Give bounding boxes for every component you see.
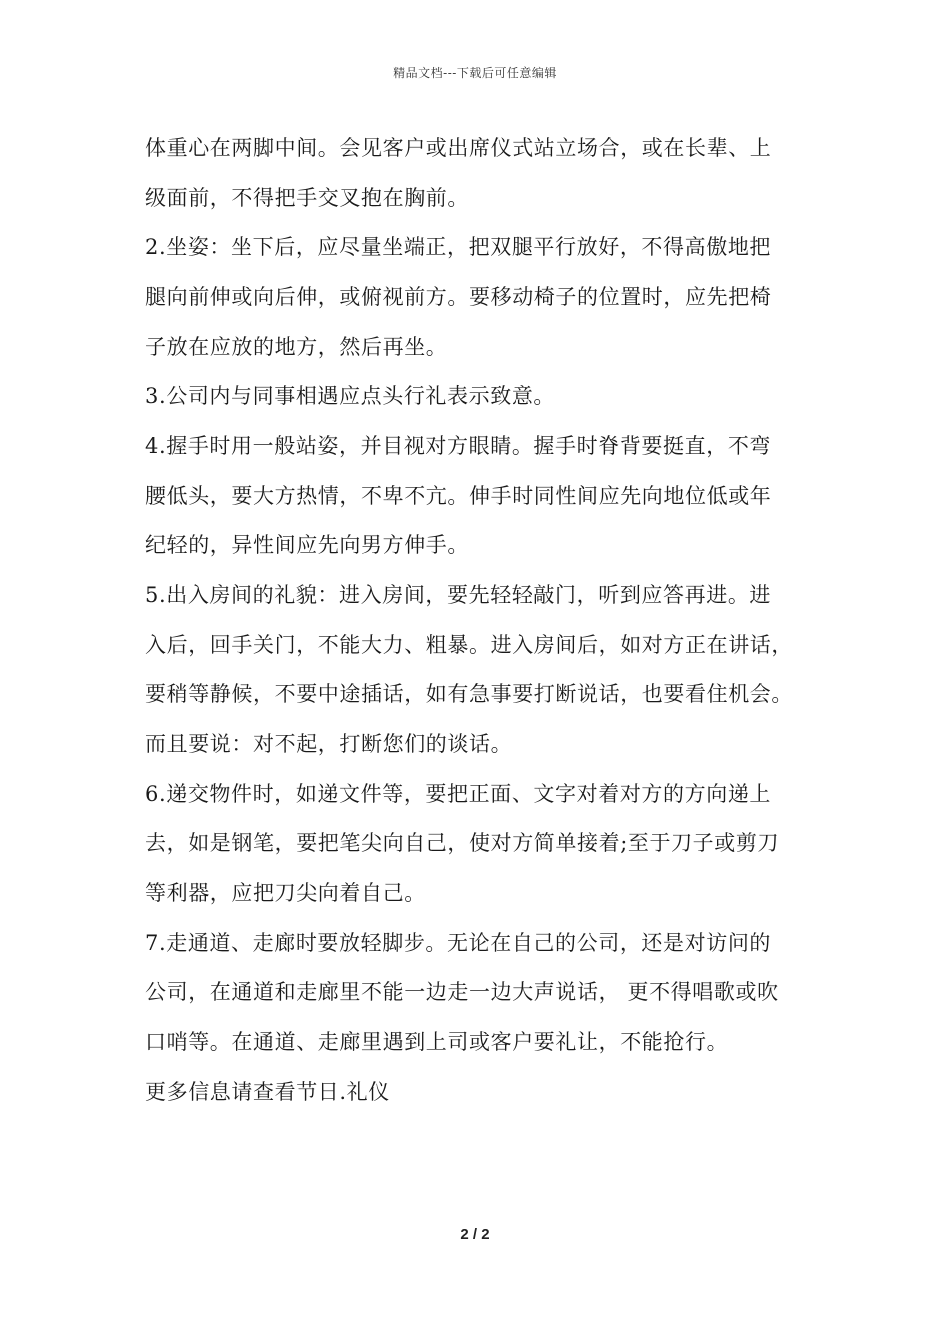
page-number: 2 / 2 — [460, 1226, 490, 1243]
body-text-line: 入后，回手关门，不能大力、粗暴。进入房间后，如对方正在讲话， — [145, 633, 793, 657]
body-text-line: 级面前，不得把手交叉抱在胸前。 — [145, 186, 469, 210]
body-text-line: 2.坐姿：坐下后，应尽量坐端正，把双腿平行放好，不得高傲地把 — [145, 235, 772, 259]
body-text-line: 5.出入房间的礼貌：进入房间，要先轻轻敲门，听到应答再进。进 — [145, 583, 772, 607]
body-text-line: 公司，在通道和走廊里不能一边走一边大声说话， 更不得唱歌或吹 — [145, 980, 779, 1004]
body-text-line: 而且要说：对不起，打断您们的谈话。 — [145, 732, 513, 756]
body-text-line: 等利器，应把刀尖向着自己。 — [145, 881, 426, 905]
body-text-line: 体重心在两脚中间。会见客户或出席仪式站立场合，或在长辈、上 — [145, 136, 772, 160]
body-text-line: 纪轻的，异性间应先向男方伸手。 — [145, 533, 469, 557]
body-text-line: 要稍等静候，不要中途插话，如有急事要打断说话，也要看住机会。 — [145, 682, 793, 706]
body-text-line: 子放在应放的地方，然后再坐。 — [145, 335, 448, 359]
body-text-line: 腿向前伸或向后伸，或俯视前方。要移动椅子的位置时，应先把椅 — [145, 285, 772, 309]
body-text-line: 7.走通道、走廊时要放轻脚步。无论在自己的公司，还是对访问的 — [145, 931, 772, 955]
body-text-line: 4.握手时用一般站姿，并目视对方眼睛。握手时脊背要挺直，不弯 — [145, 434, 772, 458]
page-header: 精品文档---下载后可任意编辑 — [393, 66, 557, 80]
body-text-line: 去，如是钢笔，要把笔尖向自己，使对方简单接着;至于刀子或剪刀 — [145, 831, 780, 855]
body-text-line: 6.递交物件时，如递文件等，要把正面、文字对着对方的方向递上 — [145, 782, 772, 806]
body-text-line: 腰低头，要大方热情，不卑不亢。伸手时同性间应先向地位低或年 — [145, 484, 772, 508]
body-text-line: 更多信息请查看节日.礼仪 — [145, 1080, 390, 1104]
body-text-line: 3.公司内与同事相遇应点头行礼表示致意。 — [145, 384, 556, 408]
body-text-line: 口哨等。在通道、走廊里遇到上司或客户要礼让，不能抢行。 — [145, 1030, 729, 1054]
